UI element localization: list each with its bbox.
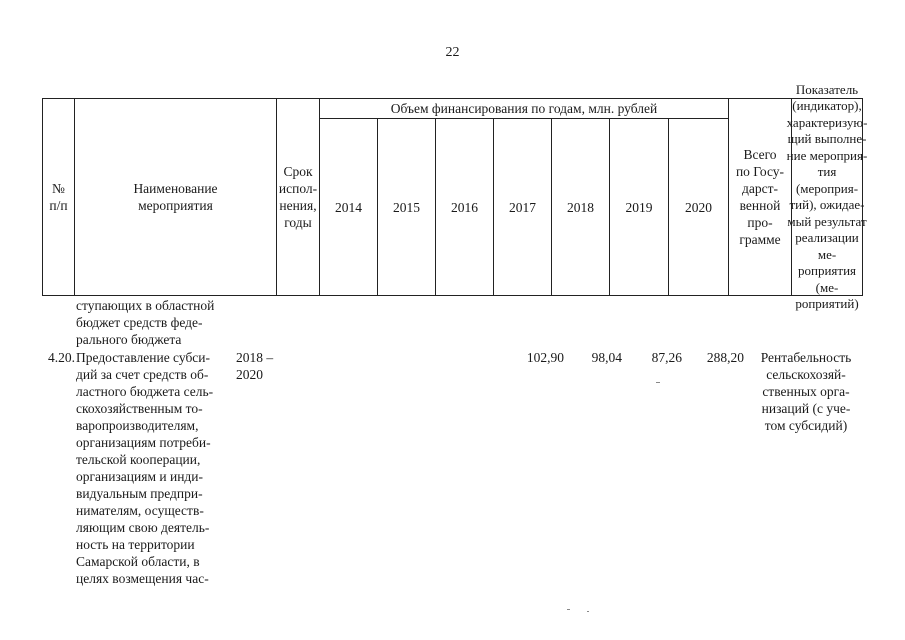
row-name: Предоставление субси- дий за счет средств об- ластного бюджета сель- скохозяйственным то- варопроизводителям, организациям потреби- тельской кооперации, организациям и инди- видуальным предпри- нимателям, осуществ- ляющим свою деятель- ность на территории Самарской области, в целях возмещения час-	[76, 350, 214, 586]
row-value-2019: 98,04	[591, 350, 622, 365]
header-year: 2015	[377, 118, 436, 296]
header-name: Наименование мероприятия	[74, 98, 277, 296]
table-header	[42, 81, 868, 311]
scan-speck	[587, 611, 589, 612]
header-year: 2016	[435, 118, 494, 296]
row-number: 4.20.	[48, 350, 75, 365]
scan-speck	[656, 382, 660, 383]
continuation-text: ступающих в областной бюджет средств феде- рального бюджета	[76, 298, 215, 347]
row-term: 2018 – 2020	[236, 350, 274, 382]
scan-speck	[567, 609, 570, 610]
header-total: Всего по Госу- дарст- венной про- грамме	[728, 98, 792, 296]
page-number: 22	[445, 45, 460, 60]
row-value-2020: 87,26	[651, 350, 682, 365]
header-term: Срок испол- нения, годы	[276, 98, 320, 296]
header-year: 2017	[493, 118, 552, 296]
header-year: 2014	[319, 118, 378, 296]
header-num: № п/п	[42, 98, 75, 296]
row-indicator: Рентабельность сельскохозяй- ственных орга- низаций (с уче- том субсидий)	[760, 350, 852, 433]
row-total: 288,20	[706, 350, 744, 365]
header-funding-group: Объем финансирования по годам, млн. рублей	[319, 98, 729, 119]
header-year: 2020	[668, 118, 729, 296]
row-value-2018: 102,90	[526, 350, 564, 365]
header-year: 2018	[551, 118, 610, 296]
header-year: 2019	[609, 118, 669, 296]
header-indicator: Показатель (индикатор), характеризую- щий выполне- ние мероприя- тия (мероприя- тий), ожидае- мый результат реализации ме- роприятия (ме- роприятий)	[786, 81, 868, 311]
